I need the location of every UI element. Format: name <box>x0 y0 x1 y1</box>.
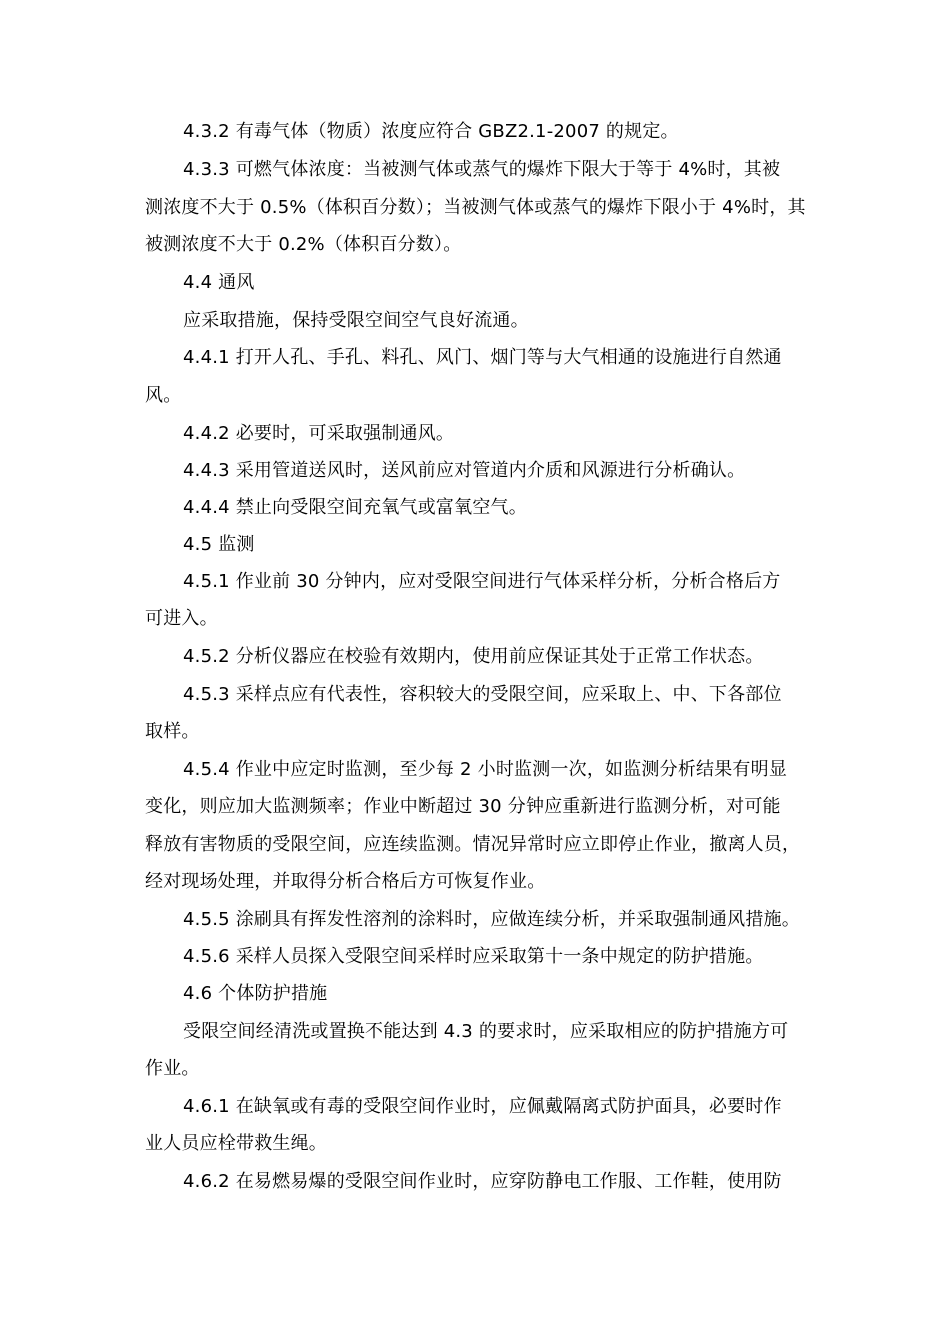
paragraph-line: 被测浓度不大于 0.2%（体积百分数）。 <box>145 234 462 255</box>
paragraph-line: 取样。 <box>145 721 200 742</box>
paragraph-line: 应采取措施，保持受限空间空气良好流通。 <box>183 310 529 331</box>
paragraph-line: 4.5.6 采样人员探入受限空间采样时应采取第十一条中规定的防护措施。 <box>183 946 764 967</box>
paragraph-line: 风。 <box>145 385 182 406</box>
paragraph-line: 4.4.1 打开人孔、手孔、料孔、风门、烟门等与大气相通的设施进行自然通 <box>183 347 782 368</box>
paragraph-line: 释放有害物质的受限空间，应连续监测。情况异常时应立即停止作业，撤离人员， <box>145 834 801 855</box>
paragraph-line: 作业。 <box>145 1058 200 1079</box>
paragraph-line: 测浓度不大于 0.5%（体积百分数）；当被测气体或蒸气的爆炸下限小于 4%时，其 <box>145 197 806 218</box>
paragraph-line: 4.5.5 涂刷具有挥发性溶剂的涂料时，应做连续分析，并采取强制通风措施。 <box>183 909 800 930</box>
paragraph-line: 4.4.3 采用管道送风时，送风前应对管道内介质和风源进行分析确认。 <box>183 460 746 481</box>
paragraph-line: 4.6.1 在缺氧或有毒的受限空间作业时，应佩戴隔离式防护面具，必要时作 <box>183 1096 782 1117</box>
paragraph-line: 经对现场处理，并取得分析合格后方可恢复作业。 <box>145 871 546 892</box>
paragraph-line: 4.5.4 作业中应定时监测，至少每 2 小时监测一次，如监测分析结果有明显 <box>183 759 788 780</box>
paragraph-line: 可进入。 <box>145 608 218 629</box>
section-heading: 4.6 个体防护措施 <box>183 983 328 1004</box>
paragraph-line: 4.5.2 分析仪器应在校验有效期内，使用前应保证其处于正常工作状态。 <box>183 646 764 667</box>
paragraph-line: 受限空间经清洗或置换不能达到 4.3 的要求时，应采取相应的防护措施方可 <box>183 1021 789 1042</box>
section-heading: 4.4 通风 <box>183 272 255 293</box>
paragraph-line: 4.3.2 有毒气体（物质）浓度应符合 GBZ2.1-2007 的规定。 <box>183 121 679 142</box>
paragraph-line: 4.3.3 可燃气体浓度：当被测气体或蒸气的爆炸下限大于等于 4%时，其被 <box>183 159 781 180</box>
paragraph-line: 4.4.2 必要时，可采取强制通风。 <box>183 423 455 444</box>
paragraph-line: 4.6.2 在易燃易爆的受限空间作业时，应穿防静电工作服、工作鞋，使用防 <box>183 1171 782 1192</box>
paragraph-line: 4.5.1 作业前 30 分钟内，应对受限空间进行气体采样分析，分析合格后方 <box>183 571 781 592</box>
paragraph-line: 变化，则应加大监测频率；作业中断超过 30 分钟应重新进行监测分析，对可能 <box>145 796 781 817</box>
section-heading: 4.5 监测 <box>183 534 255 555</box>
paragraph-line: 4.5.3 采样点应有代表性，容积较大的受限空间，应采取上、中、下各部位 <box>183 684 782 705</box>
paragraph-line: 业人员应栓带救生绳。 <box>145 1133 327 1154</box>
paragraph-line: 4.4.4 禁止向受限空间充氧气或富氧空气。 <box>183 497 527 518</box>
